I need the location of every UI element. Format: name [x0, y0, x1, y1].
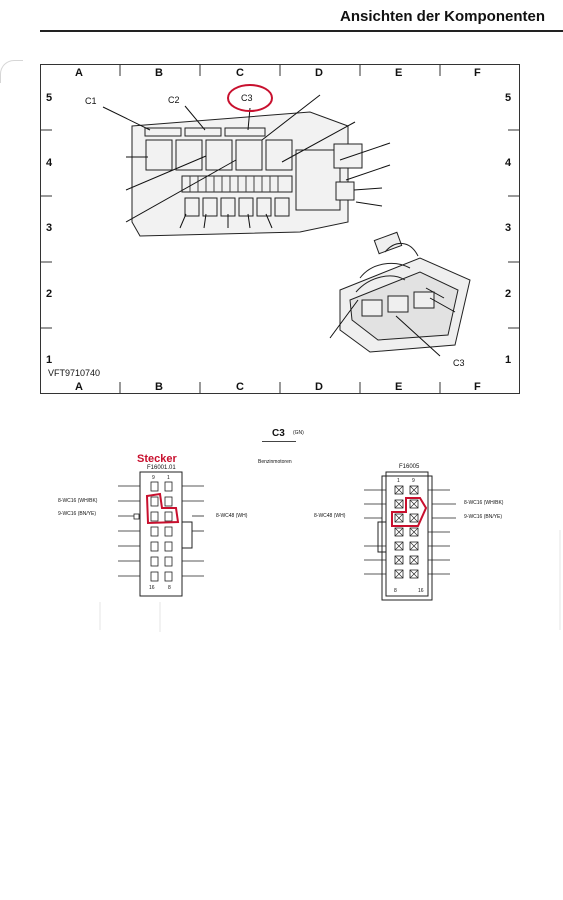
col-label-a-bottom: A	[75, 381, 83, 393]
label-c3-bottom: C3	[453, 358, 465, 368]
row-label-4-right: 4	[505, 157, 512, 169]
row-label-2-right: 2	[505, 288, 512, 300]
right-pin-top-left: 1	[397, 478, 400, 484]
col-label-e-top: E	[395, 67, 403, 79]
right-connector-id: F16005	[399, 464, 420, 470]
col-label-b-bottom: B	[155, 381, 163, 393]
row-label-5-left: 5	[46, 92, 53, 104]
label-c3-top: C3	[241, 93, 253, 103]
row-label-1-right: 1	[505, 354, 512, 366]
col-label-c-top: C	[236, 67, 244, 79]
label-c2: C2	[168, 95, 180, 105]
col-label-f-top: F	[474, 67, 481, 79]
right-pin-bottom-left: 8	[394, 588, 397, 594]
left-wire-left-2: 9-WC16 (BN/YE)	[58, 511, 97, 517]
left-pin-bottom-right: 8	[168, 585, 171, 591]
pinout-title: C3	[272, 428, 285, 439]
left-pin-bottom-left: 16	[149, 585, 155, 591]
pinout-title-underline	[262, 441, 296, 442]
col-label-f-bottom: F	[474, 381, 481, 393]
pinout-subtitle: Benzinmotoren	[258, 459, 292, 465]
left-pin-top-right: 1	[167, 475, 170, 481]
left-wire-left-1: 8-WC16 (WH/BK)	[58, 498, 98, 504]
right-pin-bottom-right: 16	[418, 588, 424, 594]
right-wire-left-1: 8-WC48 (WH)	[314, 513, 346, 519]
left-pin-top-left: 9	[152, 475, 155, 481]
figure-id: VFT9710740	[48, 368, 101, 378]
stecker-annotation: Stecker	[137, 453, 177, 465]
row-label-1-left: 1	[46, 354, 53, 366]
row-label-3-left: 3	[46, 222, 53, 234]
right-wire-right-2: 9-WC16 (BN/YE)	[464, 514, 503, 520]
row-label-4-left: 4	[46, 157, 53, 169]
col-label-c-bottom: C	[236, 381, 244, 393]
left-wire-right-1: 8-WC48 (WH)	[216, 513, 248, 519]
right-wire-right-1: 8-WC16 (WH/BK)	[464, 500, 504, 506]
col-label-d-bottom: D	[315, 381, 323, 393]
col-label-b-top: B	[155, 67, 163, 79]
col-label-d-top: D	[315, 67, 323, 79]
page-title: Ansichten der Komponenten	[339, 8, 545, 25]
label-c1: C1	[85, 96, 97, 106]
row-label-5-right: 5	[505, 92, 512, 104]
left-connector-id: F16001.01	[147, 465, 176, 471]
row-label-3-right: 3	[505, 222, 512, 234]
col-label-e-bottom: E	[395, 381, 403, 393]
right-pin-top-right: 9	[412, 478, 415, 484]
row-label-2-left: 2	[46, 288, 53, 300]
col-label-a-top: A	[75, 67, 83, 79]
pinout-color-tag: (GN)	[293, 430, 304, 436]
